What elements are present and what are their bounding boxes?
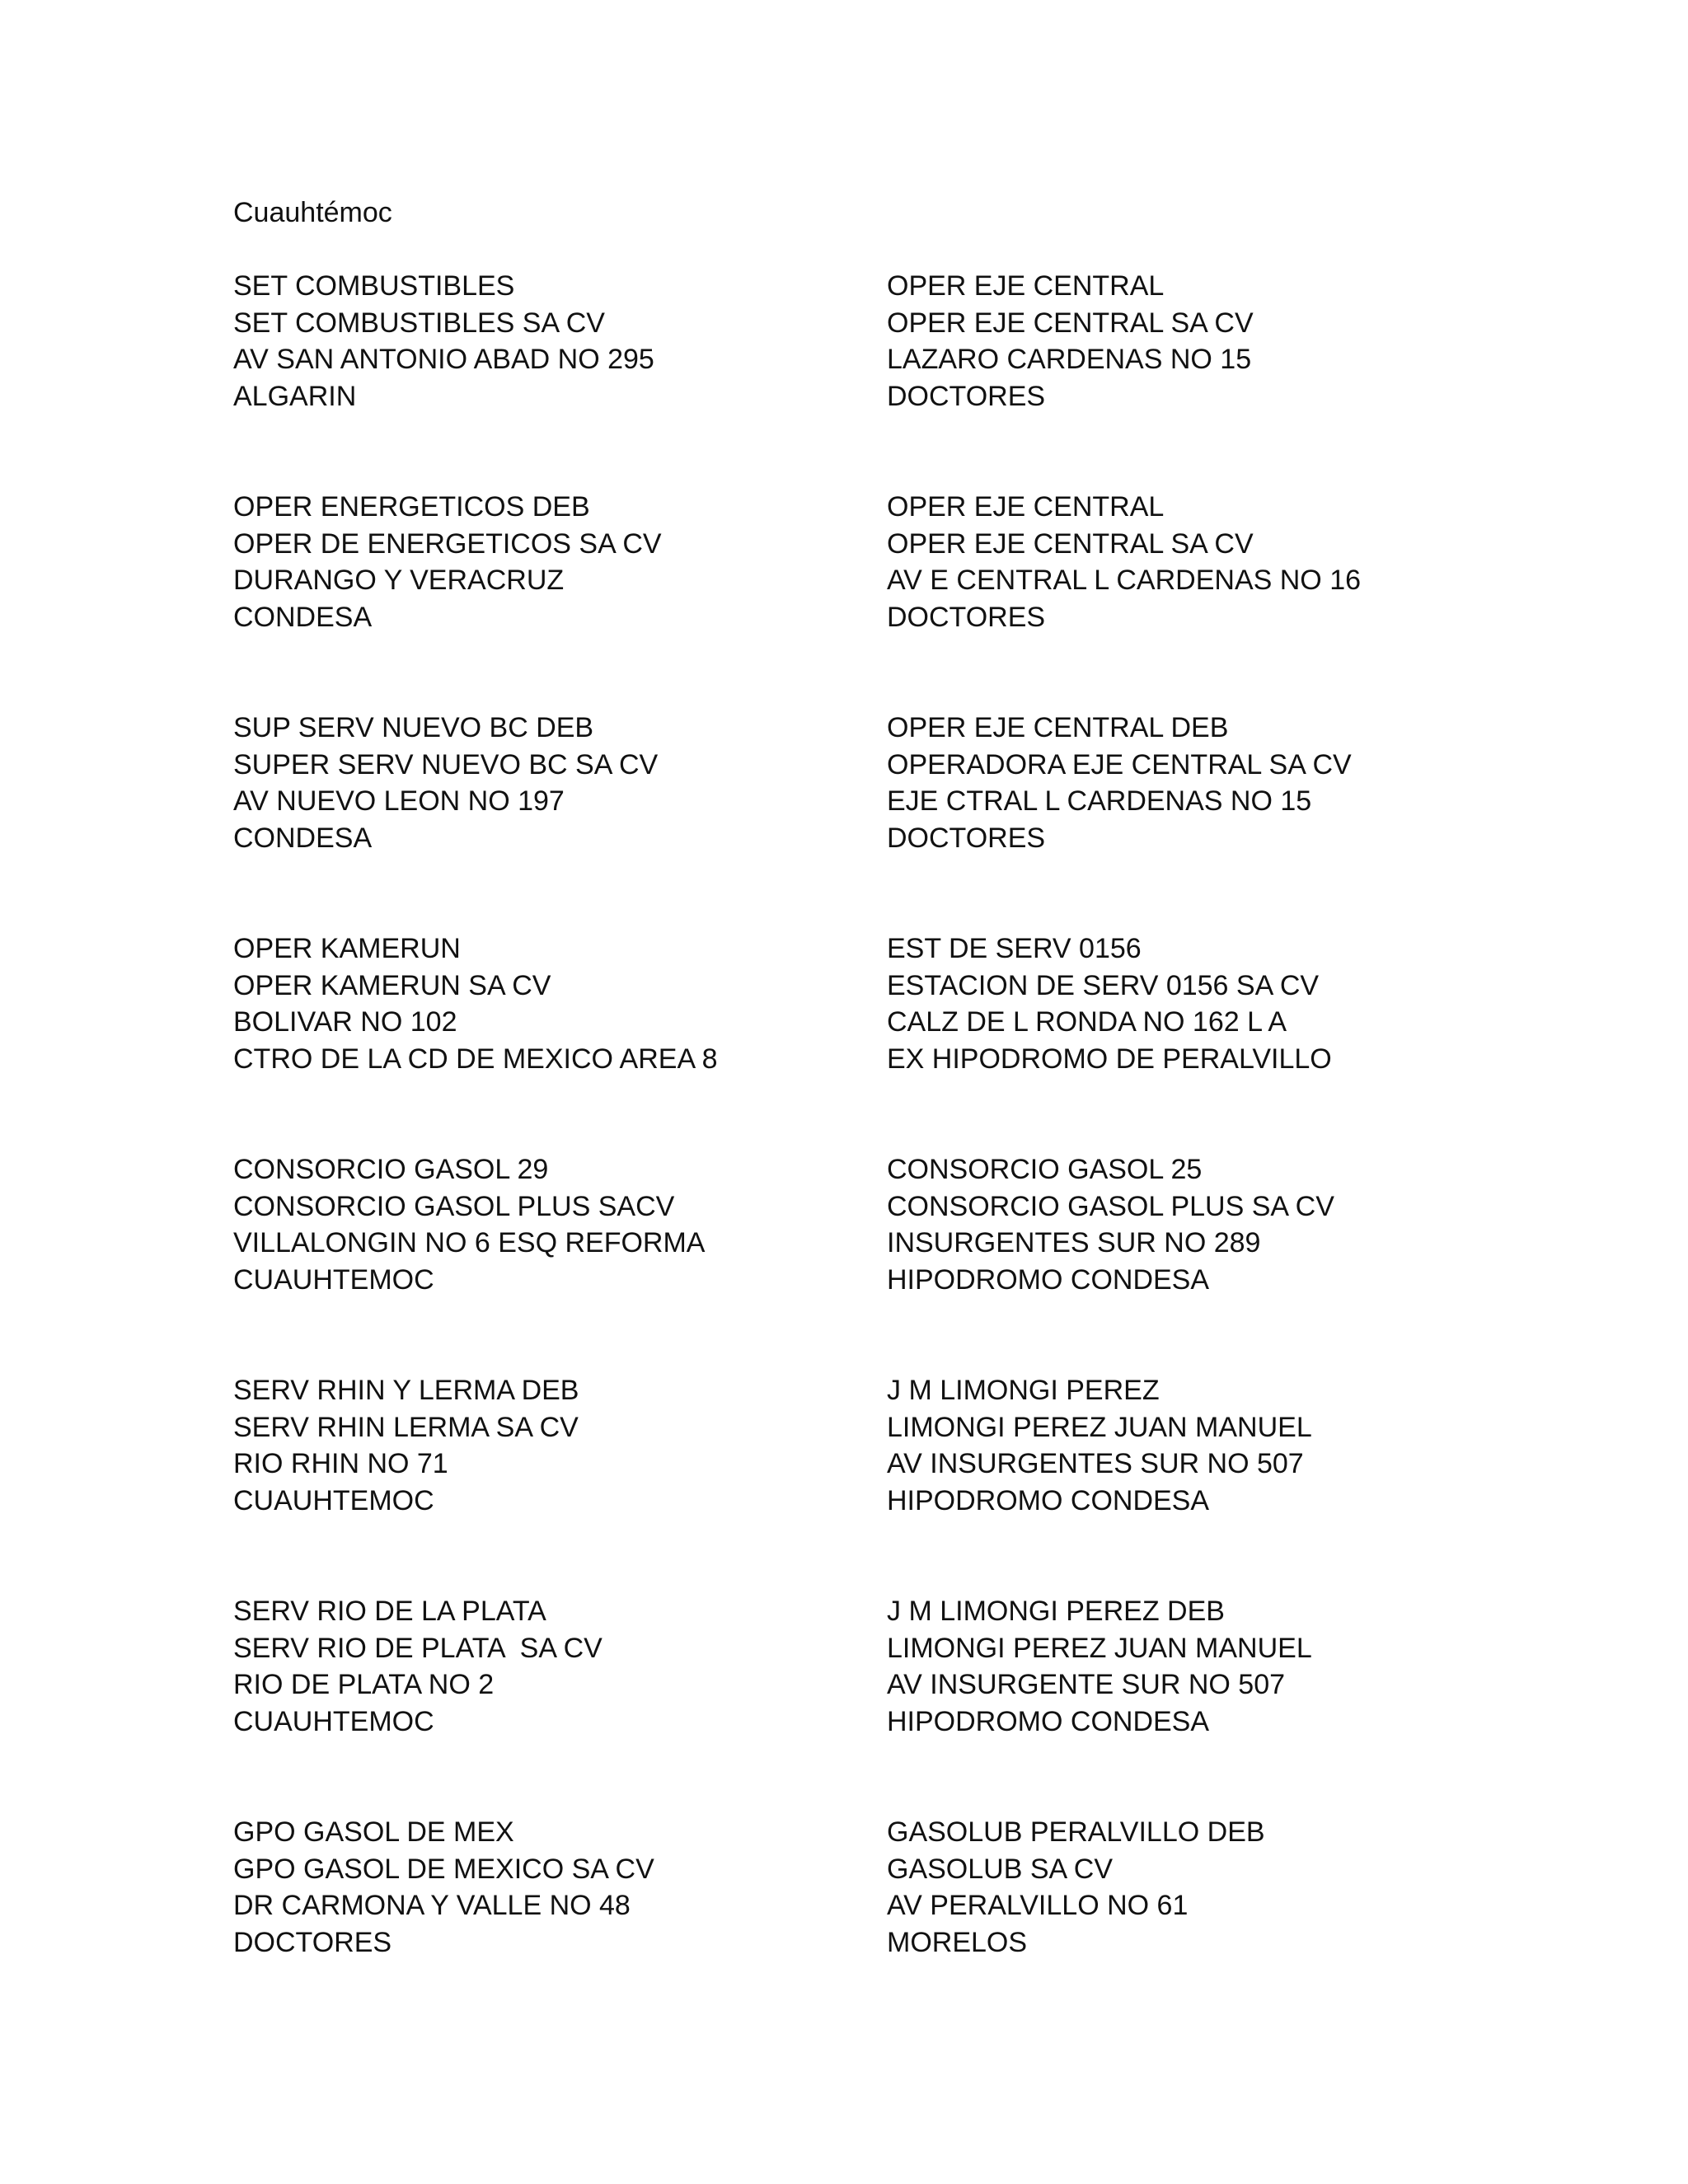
station-company: LIMONGI PEREZ JUAN MANUEL [887, 1411, 1312, 1443]
station-address: VILLALONGIN NO 6 ESQ REFORMA [233, 1227, 706, 1259]
station-address: INSURGENTES SUR NO 289 [887, 1227, 1261, 1259]
station-address: RIO RHIN NO 71 [233, 1448, 448, 1480]
station-name: SUP SERV NUEVO BC DEB [233, 712, 594, 743]
station-neighborhood: CONDESA [233, 822, 373, 854]
station-neighborhood: MORELOS [887, 1926, 1028, 1958]
station-name: GASOLUB PERALVILLO DEB [887, 1816, 1265, 1848]
station-name: OPER EJE CENTRAL [887, 491, 1165, 523]
station-name: OPER EJE CENTRAL DEB [887, 712, 1229, 743]
station-entry [887, 1593, 1513, 1814]
station-neighborhood: ALGARIN [233, 380, 357, 412]
station-address: CALZ DE L RONDA NO 162 L A [887, 1006, 1287, 1038]
station-entry [233, 1372, 860, 1593]
station-name: OPER ENERGETICOS DEB [233, 491, 590, 523]
station-entry [233, 710, 860, 930]
station-company: SERV RIO DE PLATA SA CV [233, 1632, 603, 1664]
station-entry [887, 930, 1513, 1151]
station-company: CONSORCIO GASOL PLUS SACV [233, 1190, 675, 1222]
station-company: ESTACION DE SERV 0156 SA CV [887, 969, 1320, 1001]
station-entry [233, 268, 860, 489]
station-company: OPER EJE CENTRAL SA CV [887, 307, 1254, 339]
station-address: AV E CENTRAL L CARDENAS NO 16 [887, 565, 1362, 597]
station-name: J M LIMONGI PEREZ [887, 1375, 1160, 1406]
station-entry [233, 1151, 860, 1372]
station-address: LAZARO CARDENAS NO 15 [887, 344, 1252, 376]
station-entry [887, 1814, 1513, 2035]
station-neighborhood: CONDESA [233, 601, 373, 633]
station-name: J M LIMONGI PEREZ DEB [887, 1596, 1225, 1627]
station-name: OPER KAMERUN [233, 933, 461, 964]
station-entry [887, 489, 1513, 710]
station-company: OPER EJE CENTRAL SA CV [887, 527, 1254, 560]
station-neighborhood: DOCTORES [887, 601, 1046, 633]
station-address: AV INSURGENTES SUR NO 507 [887, 1448, 1304, 1480]
station-address: EJE CTRAL L CARDENAS NO 15 [887, 785, 1312, 818]
station-address: DR CARMONA Y VALLE NO 48 [233, 1890, 631, 1922]
station-company: GPO GASOL DE MEXICO SA CV [233, 1853, 654, 1885]
station-name: CONSORCIO GASOL 29 [233, 1154, 549, 1185]
station-name: GPO GASOL DE MEX [233, 1816, 514, 1848]
station-neighborhood: DOCTORES [887, 380, 1046, 412]
station-company: SET COMBUSTIBLES SA CV [233, 307, 605, 339]
station-address: AV PERALVILLO NO 61 [887, 1890, 1189, 1922]
station-company: OPERADORA EJE CENTRAL SA CV [887, 748, 1352, 780]
station-neighborhood: EX HIPODROMO DE PERALVILLO [887, 1043, 1332, 1075]
station-company: OPER DE ENERGETICOS SA CV [233, 527, 662, 560]
station-entry [233, 930, 860, 1151]
left-column [233, 268, 860, 2035]
station-entry [887, 1372, 1513, 1593]
page-heading: Cuauhtémoc [233, 197, 392, 228]
station-name: OPER EJE CENTRAL [887, 270, 1165, 302]
station-name: CONSORCIO GASOL 25 [887, 1154, 1203, 1185]
station-neighborhood: CTRO DE LA CD DE MEXICO AREA 8 [233, 1043, 718, 1075]
station-entry [233, 1814, 860, 2035]
station-entry [233, 1593, 860, 1814]
station-company: CONSORCIO GASOL PLUS SA CV [887, 1190, 1334, 1222]
station-neighborhood: DOCTORES [233, 1926, 392, 1958]
station-name: SERV RHIN Y LERMA DEB [233, 1375, 579, 1406]
station-neighborhood: HIPODROMO CONDESA [887, 1263, 1210, 1296]
station-name: SET COMBUSTIBLES [233, 270, 515, 302]
station-neighborhood: HIPODROMO CONDESA [887, 1705, 1210, 1737]
station-company: GASOLUB SA CV [887, 1853, 1113, 1885]
station-address: DURANGO Y VERACRUZ [233, 565, 565, 597]
station-address: RIO DE PLATA NO 2 [233, 1669, 495, 1701]
station-address: AV NUEVO LEON NO 197 [233, 785, 565, 818]
right-column [887, 268, 1513, 2035]
station-neighborhood: CUAUHTEMOC [233, 1484, 434, 1516]
station-company: SERV RHIN LERMA SA CV [233, 1411, 579, 1443]
station-entry [887, 268, 1513, 489]
station-neighborhood: HIPODROMO CONDESA [887, 1484, 1210, 1516]
station-entry [887, 710, 1513, 930]
station-address: AV SAN ANTONIO ABAD NO 295 [233, 344, 654, 376]
station-address: AV INSURGENTE SUR NO 507 [887, 1669, 1286, 1701]
station-name: SERV RIO DE LA PLATA [233, 1596, 546, 1627]
station-entry [887, 1151, 1513, 1372]
station-address: BOLIVAR NO 102 [233, 1006, 457, 1038]
station-entry [233, 489, 860, 710]
station-neighborhood: CUAUHTEMOC [233, 1705, 434, 1737]
station-neighborhood: CUAUHTEMOC [233, 1263, 434, 1296]
station-company: LIMONGI PEREZ JUAN MANUEL [887, 1632, 1312, 1664]
station-neighborhood: DOCTORES [887, 822, 1046, 854]
station-company: SUPER SERV NUEVO BC SA CV [233, 748, 659, 780]
station-company: OPER KAMERUN SA CV [233, 969, 551, 1001]
station-name: EST DE SERV 0156 [887, 933, 1142, 964]
